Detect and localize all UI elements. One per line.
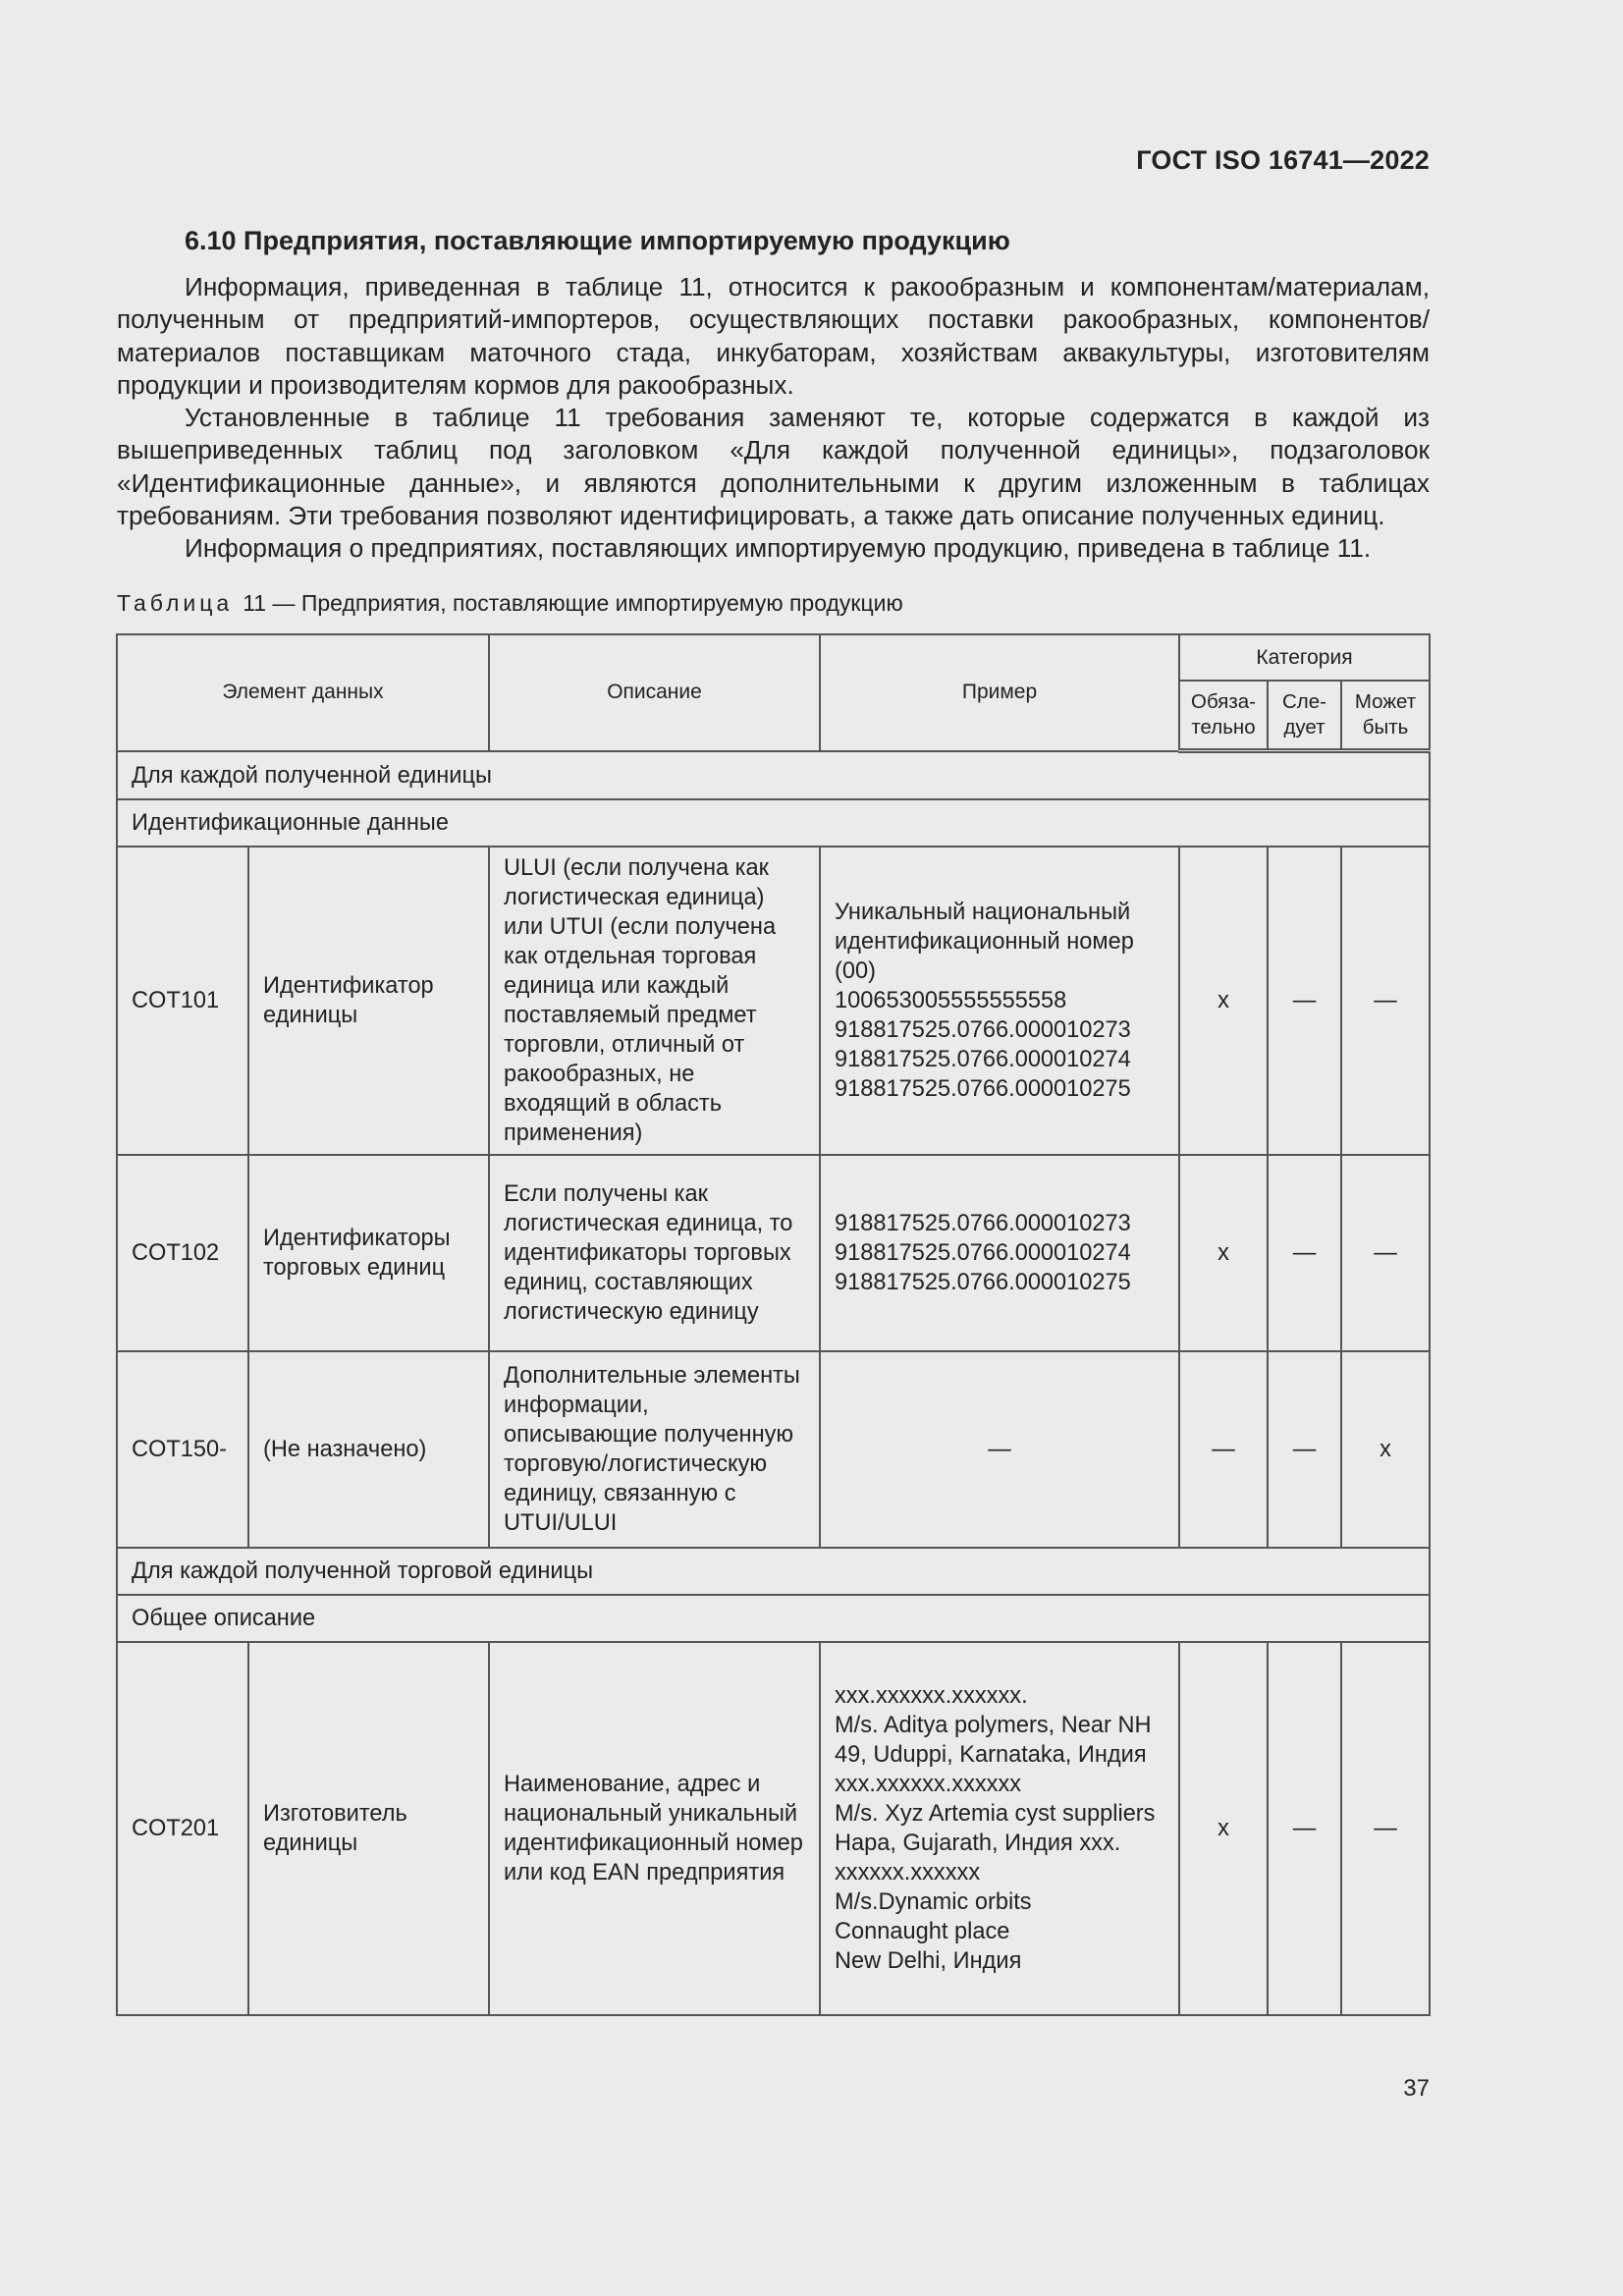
paragraph: Информация, приведенная в таблице 11, относится к ракообразным и компонентам/материалам, полученным от предприятий-импортеров, осуществляющих поставки ракообразных, компонентов/материалов поставщикам маточного стада, инкубаторам, хозяйствам аквакультуры, изготовителям продукции и производителям кормов для ракообразных. — [117, 272, 1430, 400]
page-number: 37 — [1403, 2075, 1430, 2102]
example-line: M/s.Dynamic orbits — [835, 1889, 1032, 1915]
group-row: Для каждой полученной торговой единицы — [117, 1548, 1430, 1595]
category-mandatory: — — [1179, 1351, 1268, 1548]
element-code: COT101 — [117, 847, 248, 1155]
header-may: Может быть — [1341, 681, 1430, 751]
element-name: Идентификатор единицы — [248, 847, 489, 1155]
example-line: (00) — [835, 958, 876, 984]
element-example — [820, 847, 1179, 1155]
category-may: — — [1341, 1642, 1430, 2015]
element-name: Идентификаторы торговых единиц — [248, 1155, 489, 1351]
category-should: — — [1268, 1642, 1341, 2015]
group-row: Для каждой полученной единицы — [117, 751, 1430, 800]
table-row — [117, 1351, 1430, 1548]
header-element: Элемент данных — [117, 634, 489, 751]
example-line: Уникальный национальный идентификационный номер — [835, 900, 1134, 955]
element-example — [820, 1642, 1179, 2015]
example-line: M/s. Aditya polymers, Near NH 49, Uduppi, Karnataka, Индия — [835, 1713, 1152, 1768]
example-line: 918817525.0766.000010273 — [835, 1211, 1131, 1236]
example-line: Hapa, Gujarath, Индия xxx. xxxxxx.xxxxxx — [835, 1831, 1121, 1886]
example-line: 100653005555555558 — [835, 988, 1067, 1013]
header-example: Пример — [820, 634, 1179, 751]
category-should: — — [1268, 1155, 1341, 1351]
example-line: Connaught place — [835, 1919, 1010, 1944]
element-description: Наименование, адрес и национальный уникальный идентификационный номер или код EAN предприятия — [489, 1642, 820, 2015]
element-example — [820, 1351, 1179, 1548]
section-heading: 6.10 Предприятия, поставляющие импортируемую продукцию — [185, 226, 1010, 255]
element-code: COT201 — [117, 1642, 248, 2015]
category-should: — — [1268, 1351, 1341, 1548]
table-caption — [117, 590, 903, 617]
data-table — [116, 633, 1431, 2016]
document-code: ГОСТ ISO 16741—2022 — [1136, 145, 1430, 175]
subgroup-row: Общее описание — [117, 1595, 1430, 1642]
subgroup-row: Идентификационные данные — [117, 799, 1430, 847]
element-code: COT150- — [117, 1351, 248, 1548]
category-may: x — [1341, 1351, 1430, 1548]
table-caption-text: 11 — Предприятия, поставляющие импортируемую продукцию — [243, 590, 903, 616]
element-name: Изготовитель единицы — [248, 1642, 489, 2015]
element-description: Дополнительные элементы информации, описывающие полученную торговую/логистическую единицу, связанную с UTUI/ULUI — [489, 1351, 820, 1548]
example-line: — — [988, 1437, 1011, 1462]
element-description: ULUI (если получена как логистическая единица) или UTUI (если получена как отдельная торговая единица или каждый поставляемый предмет торговли, отличный от ракообразных, не входящий в область применения) — [489, 847, 820, 1155]
paragraph: Установленные в таблице 11 требования заменяют те, которые содержатся в каждой из вышеприведенных таблиц под заголовком «Для каждой полученной единицы», подзаголовок «Идентификационные данные», и являются дополнительными к другим изложенным в таблицах требованиям. Эти требования позволяют идентифицировать, а также дать описание полученных единиц. — [117, 403, 1430, 531]
example-line: 918817525.0766.000010274 — [835, 1047, 1131, 1072]
category-should: — — [1268, 847, 1341, 1155]
header-description: Описание — [489, 634, 820, 751]
header-should: Сле- дует — [1268, 681, 1341, 751]
category-may: — — [1341, 1155, 1430, 1351]
example-line: 918817525.0766.000010273 — [835, 1017, 1131, 1043]
element-code: COT102 — [117, 1155, 248, 1351]
element-name: (Не назначено) — [248, 1351, 489, 1548]
element-description: Если получены как логистическая единица, то идентификаторы торговых единиц, составляющих логистическую единицу — [489, 1155, 820, 1351]
example-line: 918817525.0766.000010275 — [835, 1270, 1131, 1295]
example-line: 918817525.0766.000010275 — [835, 1076, 1131, 1102]
example-line: New Delhi, Индия — [835, 1948, 1022, 1974]
example-line: xxx.xxxxxx.xxxxxx. — [835, 1683, 1028, 1709]
category-mandatory: x — [1179, 1155, 1268, 1351]
example-line: 918817525.0766.000010274 — [835, 1240, 1131, 1266]
category-mandatory: x — [1179, 847, 1268, 1155]
table-row — [117, 1155, 1430, 1351]
element-example — [820, 1155, 1179, 1351]
table-row — [117, 1642, 1430, 2015]
header-mandatory: Обяза- тельно — [1179, 681, 1268, 751]
body-text — [117, 271, 1430, 566]
category-mandatory: x — [1179, 1642, 1268, 2015]
table-row — [117, 847, 1430, 1155]
example-line: xxx.xxxxxx.xxxxxx — [835, 1772, 1022, 1797]
category-may: — — [1341, 847, 1430, 1155]
example-line: M/s. Xyz Artemia cyst suppliers — [835, 1801, 1156, 1827]
paragraph: Информация о предприятиях, поставляющих импортируемую продукцию, приведена в таблице 11. — [185, 533, 1372, 564]
header-category: Категория — [1179, 634, 1430, 681]
table-caption-word: Таблица — [117, 590, 234, 616]
